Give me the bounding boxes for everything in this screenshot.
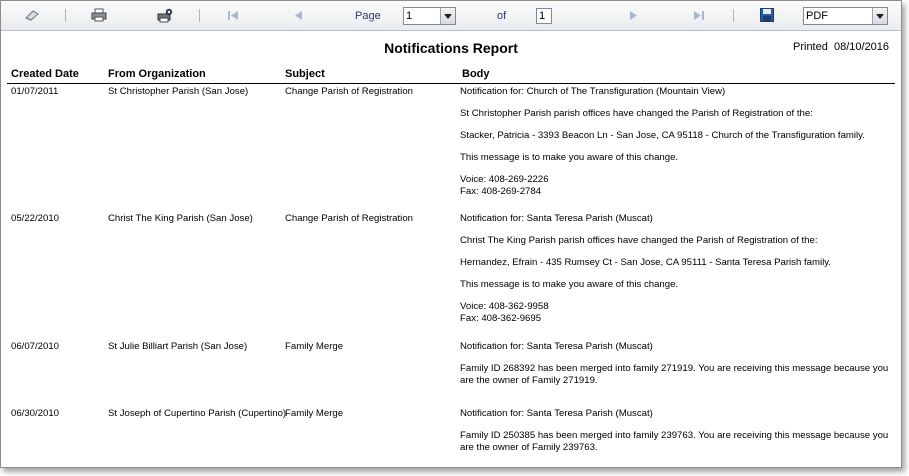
body-message: This message is to make you aware of this change. [460,152,679,163]
body-cell [460,341,892,387]
last-page-icon[interactable] [692,7,706,23]
from-organization-cell: Christ The King Parish (San Jose) [108,213,253,224]
from-organization-cell: St Joseph of Cupertino Parish (Cupertino) [108,408,287,419]
body-cell [460,86,892,198]
subject-cell: Change Parish of Registration [285,86,413,97]
column-header-subject: Subject [285,68,325,80]
next-page-icon[interactable] [627,7,641,23]
previous-page-icon[interactable] [291,7,305,23]
print-setup-icon[interactable] [156,7,174,23]
body-message: This message is to make you aware of this change. [460,279,679,290]
column-header-from-organization: From Organization [108,68,206,80]
toolbar [1,1,901,31]
total-pages-field: 1 [536,8,552,24]
printed-date-value: 08/10/2016 [833,41,890,53]
created-date-cell: 06/07/2010 [11,341,60,352]
chevron-down-icon[interactable] [872,8,887,24]
body-cell [460,408,892,454]
created-date-cell: 05/22/2010 [11,213,60,224]
from-organization-cell: St Julie Billiart Parish (San Jose) [108,341,248,352]
body-voice: Voice: 408-362-9958 [460,301,549,312]
subject-cell: Change Parish of Registration [285,213,413,224]
printed-date [793,41,889,53]
body-message: Christ The King Parish parish offices have changed the Parish of Registration of the: [460,235,818,246]
toolbar-separator [65,9,66,22]
created-date-cell: 01/07/2011 [11,86,59,97]
chevron-down-icon[interactable] [440,8,455,24]
body-voice: Voice: 408-269-2226 [460,174,549,185]
body-notification: Notification for: Church of The Transfiguration (Mountain View) [460,86,726,97]
save-icon[interactable] [759,7,775,23]
toolbar-separator [733,9,734,22]
body-message: St Christopher Parish parish offices have changed the Parish of Registration of the: [460,108,813,119]
toolbar-separator [199,9,200,22]
created-date-cell: 06/30/2010 [11,408,60,419]
of-label: of [497,10,507,22]
from-organization-cell: St Christopher Parish (San Jose) [108,86,249,97]
body-notification: Notification for: Santa Teresa Parish (Muscat) [460,213,653,224]
body-fax: Fax: 408-269-2784 [460,186,542,197]
print-icon[interactable] [90,7,108,23]
first-page-icon[interactable] [226,7,240,23]
subject-cell: Family Merge [285,408,344,419]
eraser-icon[interactable] [23,7,41,23]
page-number-select[interactable] [403,7,456,25]
body-message: Family ID 250385 has been merged into family 239763. You are receiving this message because you are the owner of Family 239763. [460,430,889,453]
body-message: Hernandez, Efrain - 435 Rumsey Ct - San Jose, CA 95111 - Santa Teresa Parish family. [460,257,831,268]
body-notification: Notification for: Santa Teresa Parish (Muscat) [460,408,653,419]
body-message: Family ID 268392 has been merged into family 271919. You are receiving this message because you are the owner of Family 271919. [460,363,889,386]
page-label: Page [355,10,381,22]
report-title: Notifications Report [384,40,518,56]
printed-label: Printed [793,41,828,53]
page-number-value: 1 [406,10,413,22]
body-fax: Fax: 408-362-9695 [460,313,542,324]
export-format-value: PDF [806,10,828,22]
export-format-select[interactable] [803,7,888,25]
subject-cell: Family Merge [285,341,344,352]
body-notification: Notification for: Santa Teresa Parish (Muscat) [460,341,653,352]
body-message: Stacker, Patricia - 3393 Beacon Ln - San Jose, CA 95118 - Church of the Transfiguration family. [460,130,865,141]
column-header-created-date: Created Date [11,68,79,80]
body-cell [460,213,892,325]
column-header-body: Body [462,68,490,80]
header-divider [7,83,895,84]
